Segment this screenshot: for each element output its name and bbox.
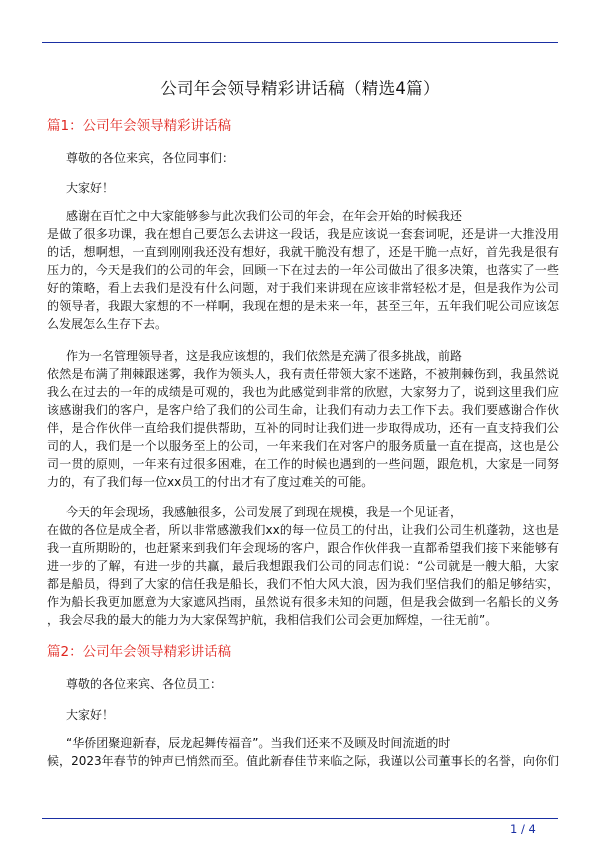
text-line: 该感谢我们的客户，是客户给了我们的公司生命，让我们有动力去工作下去。我们要感谢合作伙 bbox=[47, 403, 559, 417]
text-line: 司一贯的原则，一年来有过很多困难，在工作的时候也遇到的一些问题，跟危机，大家是一同努 bbox=[47, 457, 559, 471]
text-line: 都是船员，得到了大家的信任我是船长，我们不怕大风大浪，因为我们坚信我们的船足够结实， bbox=[47, 577, 559, 591]
text-line: 么发展怎么生存下去。 bbox=[47, 317, 168, 331]
section-1-heading: 篇1：公司年会领导精彩讲话稿 bbox=[47, 118, 232, 134]
text-line: 伴，是合作伙伴一直给我们提供帮助，互补的同时让我们进一步取得成功，还有一直支持我们公 bbox=[47, 421, 559, 435]
text-line: 司的人，我们是一个以服务至上的公司，一年来我们在对客户的服务质量一直在提高，这也是公 bbox=[47, 439, 559, 453]
text-line: 力的，有了我们每一位xx员工的付出才有了度过难关的可能。 bbox=[47, 475, 374, 489]
text-line: 作为船长我更加愿意为大家遮风挡雨，虽然说有很多未知的问题，但是我会做到一名船长的义务 bbox=[47, 595, 559, 609]
text-line: 依然是布满了荆棘跟迷雾，我作为领头人，我有责任带领大家不迷路，不被荆棘伤到，我虽然说 bbox=[47, 367, 559, 381]
text-line: 我么在过去的一年的成绩是可观的，我也为此感觉到非常的欣慰，大家努力了，说到这里我们应 bbox=[47, 385, 559, 399]
section-1-hello: 大家好！ bbox=[66, 181, 115, 195]
text-line: 在做的各位是成全者，所以非常感激我们xx的每一位员工的付出，让我们公司生机蓬勃，这也是 bbox=[47, 523, 559, 537]
text-line: 我一直所期盼的，也赶紧来到我们年会现场的客户，跟合作伙伴我一直都希望我们接下来能够有 bbox=[47, 541, 559, 555]
section-1-paragraph-1 bbox=[47, 207, 559, 333]
text-line: 候，2023年春节的钟声已悄然而至。值此新春佳节来临之际，我谨以公司董事长的名誉，向你们 bbox=[47, 754, 559, 768]
text-line: 进一步的了解，有进一步的共赢，最后我想跟我们公司的同志们说：“公司就是一艘大船，大家 bbox=[47, 559, 559, 573]
footer-rule bbox=[42, 818, 558, 819]
section-1-paragraph-3 bbox=[47, 503, 559, 629]
section-2-hello: 大家好！ bbox=[66, 708, 115, 722]
text-line: “华侨团聚迎新春，辰龙起舞传福音”。当我们还来不及顾及时间流逝的时 bbox=[66, 736, 451, 750]
text-line: 感谢在百忙之中大家能够参与此次我们公司的年会，在年会开始的时候我还 bbox=[66, 209, 463, 223]
section-2-heading: 篇2：公司年会领导精彩讲话稿 bbox=[47, 644, 232, 660]
header-rule bbox=[42, 42, 558, 43]
section-1-greeting: 尊敬的各位来宾，各位同事们： bbox=[66, 151, 235, 165]
section-2-greeting: 尊敬的各位来宾、各位员工： bbox=[66, 677, 223, 691]
text-line: 的话，想啊想，一直到刚刚我还没有想好，我就干脆没有想了，还是干脆一点好，首先我是很有 bbox=[47, 245, 559, 259]
section-2-paragraph-1 bbox=[47, 734, 559, 770]
page-title: 公司年会领导精彩讲话稿（精选4篇） bbox=[160, 79, 440, 98]
text-line: 压力的，今天是我们的公司的年会，回顾一下在过去的一年公司做出了很多决策，也落实了一些 bbox=[47, 263, 559, 277]
text-line: 的领导者，我跟大家想的不一样啊，我现在想的是未来一年，甚至三年，五年我们呢公司应该怎 bbox=[47, 299, 559, 313]
text-line: ，我会尽我的最大的能力为大家保驾护航，我相信我们公司会更加辉煌，一往无前”。 bbox=[47, 613, 498, 627]
page-number: 1 / 4 bbox=[510, 822, 536, 836]
text-line: 是做了很多功课，我在想自己要怎么去讲这一段话，我是应该说一套套词呢，还是讲一大推没用 bbox=[47, 227, 559, 241]
text-line: 作为一名管理领导者，这是我应该想的，我们依然是充满了很多挑战，前路 bbox=[66, 349, 463, 363]
section-1-paragraph-2 bbox=[47, 347, 559, 491]
text-line: 好的策略，看上去我们是没有什么问题，对于我们来讲现在应该非常轻松才是，但是我作为公司 bbox=[47, 281, 559, 295]
text-line: 今天的年会现场，我感触很多，公司发展了到现在规模，我是一个见证者， bbox=[66, 505, 463, 519]
